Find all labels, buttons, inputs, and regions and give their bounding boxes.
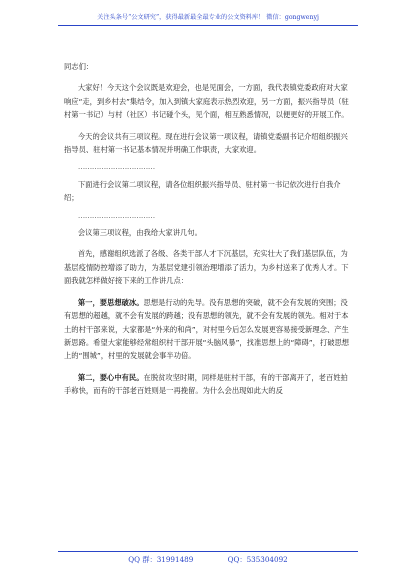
paragraph-point-one bbox=[64, 296, 354, 363]
paragraph-agenda-two: 下面进行会议第二项议程，请各位组织振兴指导员、驻村第一书记依次进行自我介绍； bbox=[64, 179, 341, 203]
footer-contact bbox=[58, 551, 358, 565]
greeting: 同志们： bbox=[64, 62, 94, 71]
omission-dots: …………………………… bbox=[77, 162, 155, 172]
point-two-heading: 第二，要心中有民。 bbox=[77, 372, 144, 382]
paragraph-agenda-one: 今天的会议共有三项议程。现在进行会议第一项议程，请镇党委副书记介绍组织振兴指导员、驻村第一书记基本情况并明确工作职责，大家欢迎。 bbox=[64, 131, 348, 155]
paragraph-thanks: 首先，感谢组织选派了各级、各类干部人才下沉基层，充实壮大了我们基层队伍，为基层疫情防控增添了助力，为基层党建引领治理增添了活力，为乡村送来了优秀人才。下面我就怎样做好接下来的工作讲几点： bbox=[64, 249, 349, 286]
document-body bbox=[64, 60, 354, 406]
qq-group: QQ 群：31991489 bbox=[128, 555, 194, 564]
paragraph-agenda-three: 会议第三项议程，由我给大家讲几句。 bbox=[77, 228, 202, 238]
point-one-body: 思想是行动的先导。没有思想的突破，就不会有发展的突围；没有思想的超越，就不会有发展的跨越；没有思想的领先，就不会有发展的领先。相对于本土的村干部来说，大家都是“外来的和尚”，对村里今后怎么发展更容易接受新理念、产生新思路。希望大家能够经常组织村干部开展“头脑风暴”，找准思想上的“障碍”，打破思想上的“围城”，村里的发展就会事半功倍。 bbox=[64, 297, 350, 361]
point-one-heading: 第一，要思想破冰。 bbox=[77, 297, 144, 307]
paragraph-welcome: 大家好！今天这个会议既是欢迎会，也是见面会，一方面，我代表镇党委政府对大家响应“走，到乡村去”集结令，加入到镇大家庭表示热烈欢迎，另一方面，振兴指导员（驻村第一书记）与村（社区）书记碰个头，见个面，相互熟悉情况，以便更好的开展工作。 bbox=[64, 83, 349, 120]
qq-number: QQ：535304092 bbox=[227, 555, 288, 564]
point-two-body: 在脱贫攻坚时期，同样是驻村干部，有的干部离开了，老百姓拍手称快，而有的干部老百姓则是一再挽留。为什么会出现如此大的反 bbox=[64, 372, 348, 396]
paragraph-point-two bbox=[64, 371, 354, 398]
header-banner: 关注头条号“公文研究”，获得最新最全最专业的公文资料库！ 微信：gongwenyj bbox=[58, 12, 358, 26]
omission-dots: …………………………… bbox=[77, 210, 155, 220]
